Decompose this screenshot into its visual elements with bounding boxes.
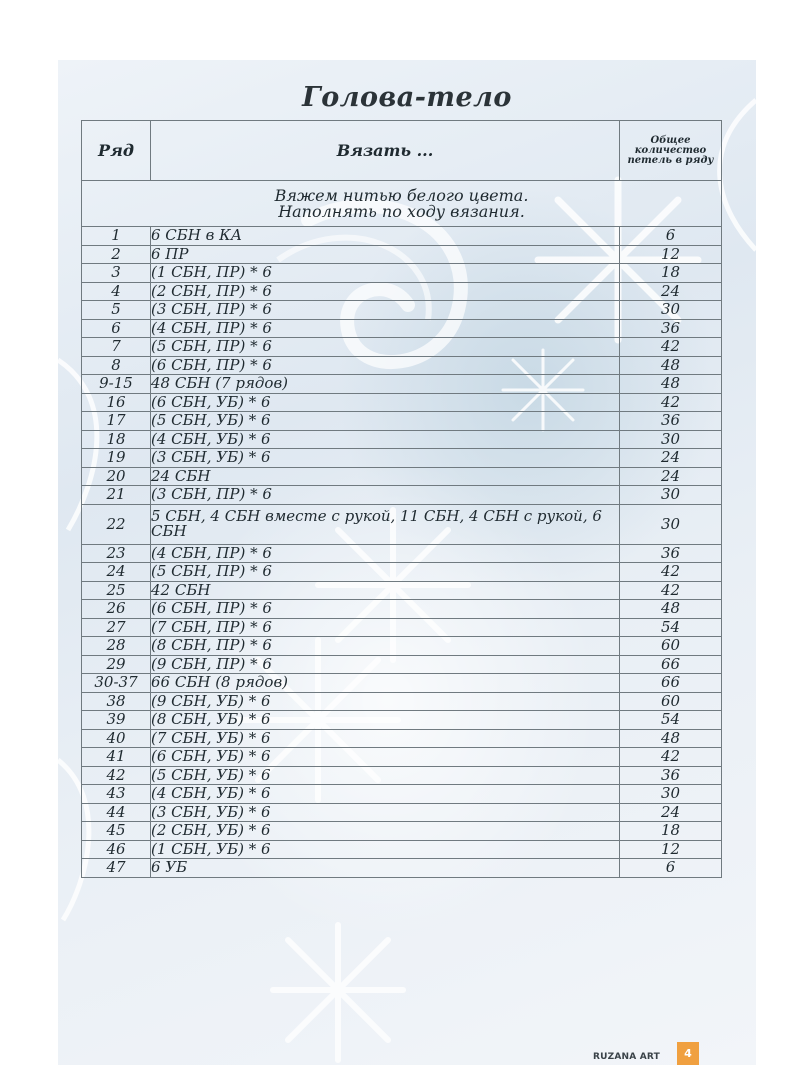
stitch-count-cell: 66 bbox=[620, 674, 722, 693]
knit-instruction-cell: (3 СБН, УБ) * 6 bbox=[151, 803, 620, 822]
table-row bbox=[82, 748, 722, 767]
knit-instruction-cell: 66 СБН (8 рядов) bbox=[151, 674, 620, 693]
stitch-count-cell: 66 bbox=[620, 655, 722, 674]
table-row bbox=[82, 581, 722, 600]
row-number-cell: 27 bbox=[82, 618, 151, 637]
table-row bbox=[82, 486, 722, 505]
stitch-count-cell: 54 bbox=[620, 711, 722, 730]
knit-instruction-cell: (3 СБН, УБ) * 6 bbox=[151, 449, 620, 468]
stitch-count-cell: 30 bbox=[620, 430, 722, 449]
stitch-count-cell: 24 bbox=[620, 449, 722, 468]
knit-instruction-cell: (4 СБН, УБ) * 6 bbox=[151, 785, 620, 804]
stitch-count-cell: 42 bbox=[620, 563, 722, 582]
knit-instruction-cell: (1 СБН, ПР) * 6 bbox=[151, 264, 620, 283]
table-row bbox=[82, 674, 722, 693]
knit-instruction-cell: (8 СБН, ПР) * 6 bbox=[151, 637, 620, 656]
knit-instruction-cell: (6 СБН, УБ) * 6 bbox=[151, 748, 620, 767]
table-row bbox=[82, 840, 722, 859]
knit-instruction-cell: (8 СБН, УБ) * 6 bbox=[151, 711, 620, 730]
page-number-badge: 4 bbox=[677, 1042, 699, 1065]
knit-instruction-cell: (2 СБН, ПР) * 6 bbox=[151, 282, 620, 301]
knit-instruction-cell: (5 СБН, ПР) * 6 bbox=[151, 338, 620, 357]
knit-instruction-cell: (5 СБН, УБ) * 6 bbox=[151, 412, 620, 431]
knit-instruction-cell: (6 СБН, ПР) * 6 bbox=[151, 600, 620, 619]
row-number-cell: 4 bbox=[82, 282, 151, 301]
table-row bbox=[82, 692, 722, 711]
row-number-cell: 23 bbox=[82, 544, 151, 563]
stitch-count-cell: 30 bbox=[620, 301, 722, 320]
row-number-cell: 29 bbox=[82, 655, 151, 674]
stitch-count-cell: 24 bbox=[620, 467, 722, 486]
table-row bbox=[82, 264, 722, 283]
pattern-page bbox=[58, 60, 756, 1065]
row-number-cell: 40 bbox=[82, 729, 151, 748]
knit-instruction-cell: (9 СБН, ПР) * 6 bbox=[151, 655, 620, 674]
row-number-cell: 45 bbox=[82, 822, 151, 841]
row-number-cell: 28 bbox=[82, 637, 151, 656]
knit-instruction-cell: 24 СБН bbox=[151, 467, 620, 486]
knit-instruction-cell: 6 УБ bbox=[151, 859, 620, 878]
row-number-cell: 43 bbox=[82, 785, 151, 804]
row-number-cell: 7 bbox=[82, 338, 151, 357]
row-number-cell: 44 bbox=[82, 803, 151, 822]
table-row bbox=[82, 227, 722, 246]
stitch-count-cell: 24 bbox=[620, 803, 722, 822]
table-row bbox=[82, 393, 722, 412]
row-number-cell: 47 bbox=[82, 859, 151, 878]
row-number-cell: 2 bbox=[82, 245, 151, 264]
knit-instruction-cell: (6 СБН, ПР) * 6 bbox=[151, 356, 620, 375]
intro-note bbox=[82, 181, 722, 227]
stitch-count-cell: 12 bbox=[620, 840, 722, 859]
table-row bbox=[82, 859, 722, 878]
table-row bbox=[82, 785, 722, 804]
stitch-count-cell: 36 bbox=[620, 319, 722, 338]
header-row-number: Ряд bbox=[82, 121, 151, 181]
row-number-cell: 18 bbox=[82, 430, 151, 449]
table-row bbox=[82, 544, 722, 563]
knit-instruction-cell: (7 СБН, ПР) * 6 bbox=[151, 618, 620, 637]
stitch-count-cell: 42 bbox=[620, 748, 722, 767]
stitch-count-cell: 6 bbox=[620, 227, 722, 246]
knit-instruction-cell: (3 СБН, ПР) * 6 bbox=[151, 301, 620, 320]
stitch-count-cell: 30 bbox=[620, 504, 722, 544]
stitch-count-cell: 48 bbox=[620, 729, 722, 748]
stitch-count-cell: 30 bbox=[620, 486, 722, 505]
table-row bbox=[82, 563, 722, 582]
table-row bbox=[82, 412, 722, 431]
row-number-cell: 22 bbox=[82, 504, 151, 544]
knit-instruction-cell: (9 СБН, УБ) * 6 bbox=[151, 692, 620, 711]
stitch-count-cell: 48 bbox=[620, 375, 722, 394]
row-number-cell: 20 bbox=[82, 467, 151, 486]
table-row bbox=[82, 729, 722, 748]
table-row bbox=[82, 430, 722, 449]
row-number-cell: 39 bbox=[82, 711, 151, 730]
stitch-count-cell: 36 bbox=[620, 766, 722, 785]
knit-instruction-cell: 6 СБН в КА bbox=[151, 227, 620, 246]
row-number-cell: 42 bbox=[82, 766, 151, 785]
table-header-row bbox=[82, 121, 722, 181]
row-number-cell: 38 bbox=[82, 692, 151, 711]
table-row bbox=[82, 655, 722, 674]
table-row bbox=[82, 245, 722, 264]
stitch-count-cell: 42 bbox=[620, 338, 722, 357]
knit-instruction-cell: 5 СБН, 4 СБН вместе с рукой, 11 СБН, 4 СБН с рукой, 6 СБН bbox=[151, 504, 620, 544]
intro-line-1: Вяжем нитью белого цвета. bbox=[274, 185, 529, 205]
knit-instruction-cell: 42 СБН bbox=[151, 581, 620, 600]
table-row bbox=[82, 822, 722, 841]
table-row bbox=[82, 356, 722, 375]
row-number-cell: 9-15 bbox=[82, 375, 151, 394]
header-knit-instructions: Вязать ... bbox=[151, 121, 620, 181]
knit-instruction-cell: (7 СБН, УБ) * 6 bbox=[151, 729, 620, 748]
row-number-cell: 19 bbox=[82, 449, 151, 468]
crochet-pattern-table bbox=[81, 120, 722, 878]
knit-instruction-cell: (5 СБН, ПР) * 6 bbox=[151, 563, 620, 582]
row-number-cell: 1 bbox=[82, 227, 151, 246]
table-row bbox=[82, 319, 722, 338]
table-row bbox=[82, 467, 722, 486]
table-row bbox=[82, 282, 722, 301]
row-number-cell: 3 bbox=[82, 264, 151, 283]
knit-instruction-cell: (4 СБН, ПР) * 6 bbox=[151, 319, 620, 338]
intro-row bbox=[82, 181, 722, 227]
brand-label: RUZANA ART bbox=[593, 1052, 660, 1062]
table-row bbox=[82, 338, 722, 357]
stitch-count-cell: 60 bbox=[620, 637, 722, 656]
row-number-cell: 17 bbox=[82, 412, 151, 431]
stitch-count-cell: 12 bbox=[620, 245, 722, 264]
table-row bbox=[82, 504, 722, 544]
knit-instruction-cell: 6 ПР bbox=[151, 245, 620, 264]
knit-instruction-cell: (6 СБН, УБ) * 6 bbox=[151, 393, 620, 412]
stitch-count-cell: 54 bbox=[620, 618, 722, 637]
row-number-cell: 16 bbox=[82, 393, 151, 412]
page-title: Голова-тело bbox=[302, 82, 512, 113]
stitch-count-cell: 18 bbox=[620, 264, 722, 283]
row-number-cell: 46 bbox=[82, 840, 151, 859]
stitch-count-cell: 42 bbox=[620, 581, 722, 600]
stitch-count-cell: 30 bbox=[620, 785, 722, 804]
table-row bbox=[82, 600, 722, 619]
stitch-count-cell: 48 bbox=[620, 356, 722, 375]
knit-instruction-cell: (3 СБН, ПР) * 6 bbox=[151, 486, 620, 505]
table-row bbox=[82, 375, 722, 394]
table-row bbox=[82, 449, 722, 468]
row-number-cell: 21 bbox=[82, 486, 151, 505]
table-row bbox=[82, 803, 722, 822]
row-number-cell: 30-37 bbox=[82, 674, 151, 693]
header-total-stitches: Общее количество петель в ряду bbox=[620, 121, 722, 181]
row-number-cell: 24 bbox=[82, 563, 151, 582]
row-number-cell: 5 bbox=[82, 301, 151, 320]
stitch-count-cell: 36 bbox=[620, 544, 722, 563]
table-row bbox=[82, 711, 722, 730]
stitch-count-cell: 6 bbox=[620, 859, 722, 878]
row-number-cell: 41 bbox=[82, 748, 151, 767]
stitch-count-cell: 18 bbox=[620, 822, 722, 841]
knit-instruction-cell: (4 СБН, ПР) * 6 bbox=[151, 544, 620, 563]
stitch-count-cell: 24 bbox=[620, 282, 722, 301]
knit-instruction-cell: 48 СБН (7 рядов) bbox=[151, 375, 620, 394]
intro-line-2: Наполнять по ходу вязания. bbox=[278, 201, 525, 221]
row-number-cell: 6 bbox=[82, 319, 151, 338]
knit-instruction-cell: (5 СБН, УБ) * 6 bbox=[151, 766, 620, 785]
row-number-cell: 8 bbox=[82, 356, 151, 375]
table-row bbox=[82, 766, 722, 785]
row-number-cell: 25 bbox=[82, 581, 151, 600]
row-number-cell: 26 bbox=[82, 600, 151, 619]
knit-instruction-cell: (1 СБН, УБ) * 6 bbox=[151, 840, 620, 859]
table-row bbox=[82, 618, 722, 637]
table-row bbox=[82, 301, 722, 320]
stitch-count-cell: 60 bbox=[620, 692, 722, 711]
stitch-count-cell: 42 bbox=[620, 393, 722, 412]
table-row bbox=[82, 637, 722, 656]
stitch-count-cell: 36 bbox=[620, 412, 722, 431]
knit-instruction-cell: (4 СБН, УБ) * 6 bbox=[151, 430, 620, 449]
stitch-count-cell: 48 bbox=[620, 600, 722, 619]
knit-instruction-cell: (2 СБН, УБ) * 6 bbox=[151, 822, 620, 841]
